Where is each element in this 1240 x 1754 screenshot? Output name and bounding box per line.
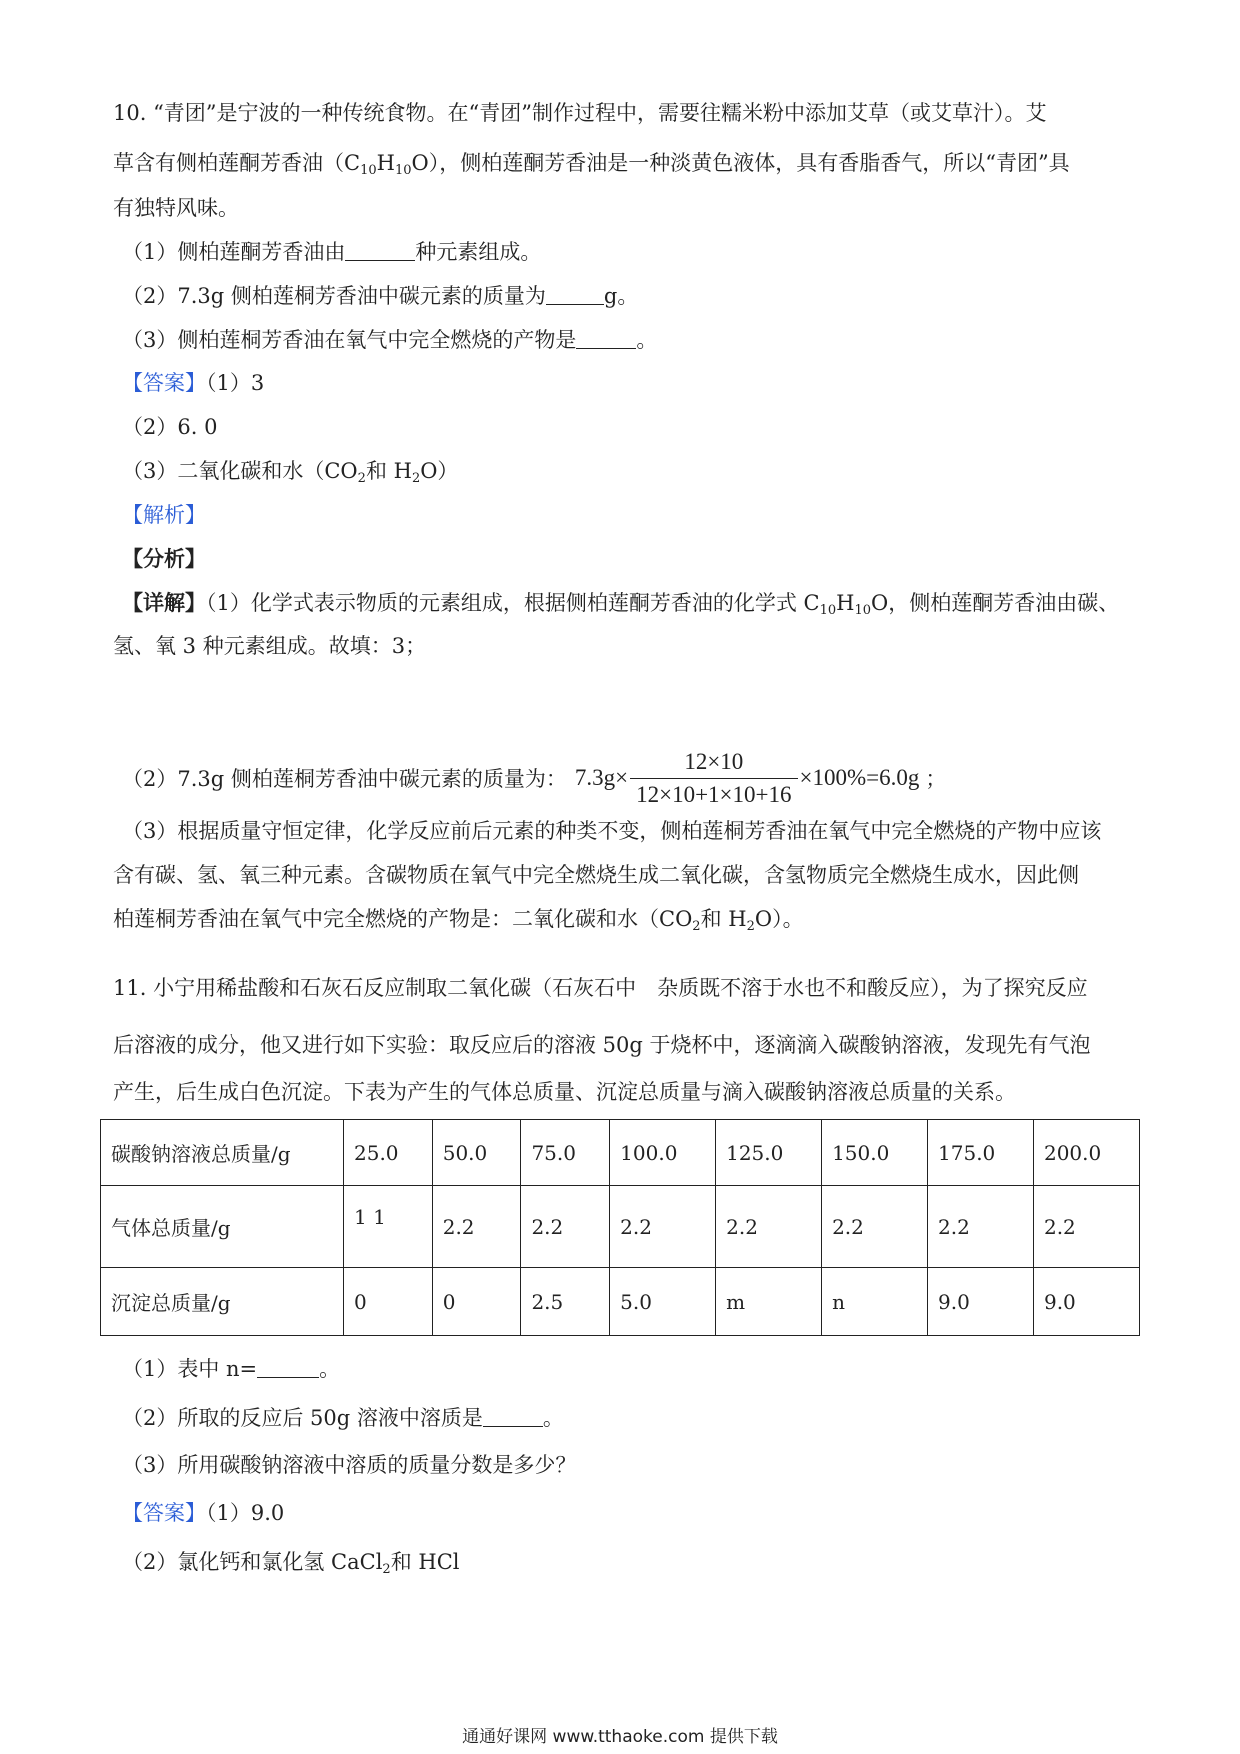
table-cell: 100.0 <box>610 1120 716 1186</box>
q11-answer: 【答案】（1）9.0 <box>122 1501 285 1525</box>
q11-sub3: （3）所用碳酸钠溶液中溶质的质量分数是多少？ <box>122 1453 577 1477</box>
answer-blank <box>546 282 604 305</box>
table-cell: 0 <box>344 1268 433 1336</box>
q10-answer3: （3）二氧化碳和水（$CO_2$和 $H_2O$） <box>122 459 459 486</box>
table-row-label: 沉淀总质量/g <box>101 1268 344 1336</box>
q11-sub1: （1）表中 n= 。 <box>122 1357 341 1381</box>
answer-blank <box>257 1355 319 1378</box>
q10-sub1: （1）侧柏莲酮芳香油由 种元素组成。 <box>122 240 542 264</box>
q10-detail3-line1: （3）根据质量守恒定律，化学反应前后元素的种类不变，侧柏莲桐芳香油在氧气中完全燃烧的产物中应该 <box>122 819 1102 843</box>
q10-sub2: （2）7.3g 侧柏莲桐芳香油中碳元素的质量为 g。 <box>122 284 639 308</box>
table-cell: 9.0 <box>1033 1268 1139 1336</box>
table-cell: 2.2 <box>1033 1186 1139 1268</box>
q10-sub3: （3）侧柏莲桐芳香油在氧气中完全燃烧的产物是 。 <box>122 328 658 352</box>
table-cell: 2.2 <box>432 1186 521 1268</box>
table-cell: 2.5 <box>521 1268 610 1336</box>
q10-detail1-line2: 氢、氧 3 种元素组成。故填：3； <box>113 634 427 658</box>
data-table <box>100 1119 1140 1336</box>
table-cell: 2.2 <box>716 1186 822 1268</box>
table-cell: 2.2 <box>610 1186 716 1268</box>
table-cell: 200.0 <box>1033 1120 1139 1186</box>
fraction: $\frac{12\times 10}{12\times 10+1\times 10+16}$ <box>630 748 797 809</box>
table-cell: m <box>716 1268 822 1336</box>
q10-analysis-tag: 【解析】 <box>122 503 206 527</box>
q10-stem-line3: 有独特风味。 <box>113 196 239 220</box>
table-row <box>101 1186 1140 1268</box>
q10-fenxi-tag: 【分析】 <box>122 546 206 571</box>
q10-stem-line2: 草含有侧柏莲酮芳香油$(C_{10}H_{10}O)$，侧柏莲酮芳香油是一种淡黄色液体，具有香脂香气，所以“青团”具 <box>113 151 1070 178</box>
table-cell: 125.0 <box>716 1120 822 1186</box>
answer-tag: 【答案】 <box>122 371 206 395</box>
table-cell: 25.0 <box>344 1120 433 1186</box>
table-cell: 9.0 <box>928 1268 1034 1336</box>
table-cell: 2.2 <box>928 1186 1034 1268</box>
q11-stem-line2: 后溶液的成分，他又进行如下实验：取反应后的溶液 50g 于烧杯中，逐滴滴入碳酸钠溶液，发现先有气泡 <box>113 1033 1091 1057</box>
q11-answer2: （2）氯化钙和氯化氢 CaCl$_2$和 HCl <box>122 1550 460 1577</box>
table-cell: n <box>822 1268 928 1336</box>
q11-stem-line1: 11. 小宁用稀盐酸和石灰石反应制取二氧化碳（石灰石中 杂质既不溶于水也不和酸反应），为了探究反应 <box>113 976 1088 1000</box>
table-cell: 1 1 <box>344 1186 433 1268</box>
table-cell: 2.2 <box>822 1186 928 1268</box>
q10-answer2: （2）6. 0 <box>122 415 218 439</box>
q10-answer: 【答案】（1）3 <box>122 371 265 395</box>
table-row-label: 碳酸钠溶液总质量/g <box>101 1120 344 1186</box>
answer-tag: 【答案】 <box>122 1501 206 1525</box>
q11-sub2: （2）所取的反应后 50g 溶液中溶质是 。 <box>122 1406 564 1430</box>
table-cell: 75.0 <box>521 1120 610 1186</box>
q10-detail3-line3: 柏莲桐芳香油在氧气中完全燃烧的产物是：二氧化碳和水（$CO_2$和 $H_2O$）。 <box>113 907 804 934</box>
q10-detail2-formula: （2）7.3g 侧柏莲桐芳香油中碳元素的质量为： 7.3g× $\frac{12\times 10}{12\times 10+1\times 10+16}$ ×100%=6.0g ； <box>122 748 947 807</box>
q10-detail1: 【详解】（1）化学式表示物质的元素组成，根据侧柏莲酮芳香油的化学式 $C_{10}H_{10}O$，侧柏莲酮芳香油由碳、 <box>122 590 1120 618</box>
table-row <box>101 1268 1140 1336</box>
table-cell: 150.0 <box>822 1120 928 1186</box>
table-cell: 175.0 <box>928 1120 1034 1186</box>
table-row-label: 气体总质量/g <box>101 1186 344 1268</box>
q11-stem-line3: 产生，后生成白色沉淀。下表为产生的气体总质量、沉淀总质量与滴入碳酸钠溶液总质量的关系。 <box>113 1080 1016 1104</box>
answer-blank <box>345 238 415 261</box>
q10-stem-line1: 10. “青团”是宁波的一种传统食物。在“青团”制作过程中，需要往糯米粉中添加艾草（或艾草汁）。艾 <box>113 101 1047 125</box>
answer-blank <box>576 326 636 349</box>
table-cell: 50.0 <box>432 1120 521 1186</box>
answer-blank <box>483 1404 543 1427</box>
q10-detail3-line2: 含有碳、氢、氧三种元素。含碳物质在氧气中完全燃烧生成二氧化碳，含氢物质完全燃烧生成水，因此侧 <box>113 863 1079 887</box>
table-cell: 2.2 <box>521 1186 610 1268</box>
table-row <box>101 1120 1140 1186</box>
table-cell: 0 <box>432 1268 521 1336</box>
page-footer: 通通好课网 www.tthaoke.com 提供下载 <box>462 1727 778 1747</box>
table-cell: 5.0 <box>610 1268 716 1336</box>
